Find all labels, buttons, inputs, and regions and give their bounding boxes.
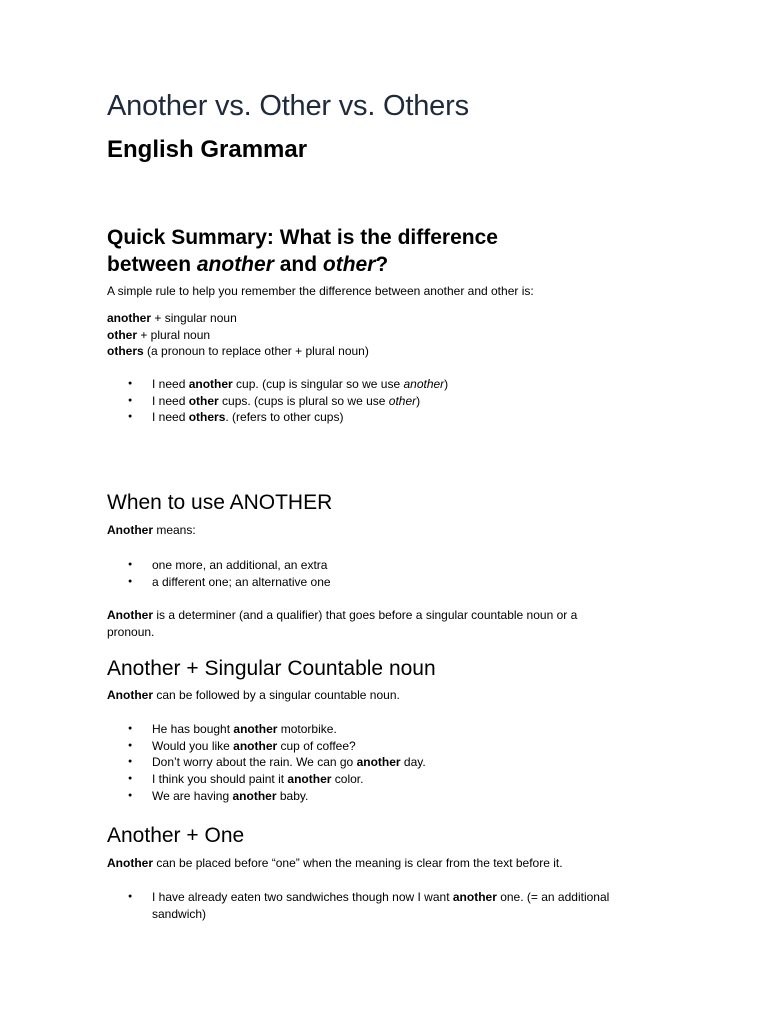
list-item: ● one more, an additional, an extra xyxy=(107,557,667,574)
another-means-text: means: xyxy=(153,523,196,537)
example-text: I have already eaten two sandwiches though now I want xyxy=(152,890,453,904)
list-item xyxy=(107,376,667,393)
example-text: Don’t worry about the rain. We can go xyxy=(152,755,357,770)
example-text: cups. (cups is plural so we use xyxy=(218,393,389,408)
summary-heading-em-other: other xyxy=(322,253,376,276)
list-item xyxy=(107,393,667,410)
list-item: ● a different one; an alternative one xyxy=(107,574,667,591)
list-item xyxy=(107,788,667,805)
example-text: Would you like xyxy=(152,738,234,753)
example-text: ) xyxy=(416,393,421,408)
list-item xyxy=(107,738,667,755)
list-item xyxy=(107,409,667,426)
summary-examples xyxy=(107,376,667,426)
example-em: other xyxy=(388,393,417,408)
rule-word: others xyxy=(107,344,144,358)
list-item xyxy=(107,889,667,922)
example-text: color. xyxy=(331,772,364,787)
example-text: We are having xyxy=(152,788,233,803)
example-text: baby. xyxy=(276,788,309,803)
another-determiner xyxy=(107,607,577,640)
example-bold: another xyxy=(287,772,332,787)
example-bold: another xyxy=(233,738,278,753)
summary-heading-line2-a: between xyxy=(107,253,197,276)
example-bold: another xyxy=(233,722,278,736)
list-item xyxy=(107,771,667,788)
example-text: He has bought xyxy=(152,722,234,736)
when-another-heading: When to use ANOTHER xyxy=(107,491,333,514)
rule-text: + singular noun xyxy=(151,311,237,325)
another-meanings xyxy=(107,557,667,590)
rule-text: (a pronoun to replace other + plural noun) xyxy=(143,344,369,358)
example-bold: another xyxy=(188,377,233,391)
example-text: sandwich) xyxy=(152,906,207,921)
rule-text: + plural noun xyxy=(137,327,211,342)
example-bold: another xyxy=(452,890,497,904)
example-text: I think you should paint it xyxy=(152,772,288,787)
another-determiner-bold: Another xyxy=(107,608,153,622)
singular-intro-bold: Another xyxy=(107,688,153,702)
example-bold: others xyxy=(188,410,226,425)
example-bold: another xyxy=(356,755,401,770)
one-intro-bold: Another xyxy=(107,856,153,870)
example-text: one. (= an additional xyxy=(496,890,610,904)
page-title: Another vs. Other vs. Others xyxy=(107,90,469,122)
summary-intro: A simple rule to help you remember the difference between another and other is: xyxy=(107,284,534,298)
summary-heading-line2-b: and xyxy=(273,253,323,276)
rule-line xyxy=(107,327,369,344)
singular-intro-text: can be followed by a singular countable noun. xyxy=(153,688,400,702)
example-text: I need xyxy=(152,393,189,408)
another-means-bold: Another xyxy=(107,523,153,537)
example-bold: another xyxy=(232,788,277,803)
one-intro xyxy=(107,855,563,872)
summary-rules xyxy=(107,310,369,360)
example-em: another xyxy=(403,377,445,391)
example-text: I need xyxy=(152,377,189,391)
rule-line xyxy=(107,310,369,327)
rule-word: other xyxy=(107,327,137,342)
rule-line xyxy=(107,343,369,360)
summary-heading xyxy=(107,224,498,278)
another-determiner-text: pronoun. xyxy=(107,624,155,639)
example-text: cup of coffee? xyxy=(277,738,356,753)
example-text: motorbike. xyxy=(277,722,337,736)
example-text: . (refers to other cups) xyxy=(225,410,344,425)
page-subtitle: English Grammar xyxy=(107,136,308,163)
list-item xyxy=(107,721,667,738)
one-examples xyxy=(107,889,667,922)
example-text: I need xyxy=(152,410,189,425)
singular-heading: Another + Singular Countable noun xyxy=(107,657,436,680)
another-means xyxy=(107,522,196,539)
singular-examples xyxy=(107,721,667,805)
another-determiner-text: is a determiner (and a qualifier) that goes before a singular countable noun or a xyxy=(153,608,578,622)
summary-heading-line2-c: ? xyxy=(375,253,389,276)
example-text: cup. (cup is singular so we use xyxy=(232,377,404,391)
one-heading: Another + One xyxy=(107,824,245,847)
summary-heading-line1: Quick Summary: What is the difference xyxy=(107,226,498,249)
summary-heading-em-another: another xyxy=(196,253,274,276)
rule-word: another xyxy=(107,311,152,325)
list-item xyxy=(107,754,667,771)
example-text: day. xyxy=(400,755,426,770)
example-bold: other xyxy=(188,393,219,408)
example-text: ) xyxy=(444,377,449,391)
singular-intro xyxy=(107,687,400,704)
one-intro-text: can be placed before “one” when the meaning is clear from the text before it. xyxy=(153,856,563,870)
